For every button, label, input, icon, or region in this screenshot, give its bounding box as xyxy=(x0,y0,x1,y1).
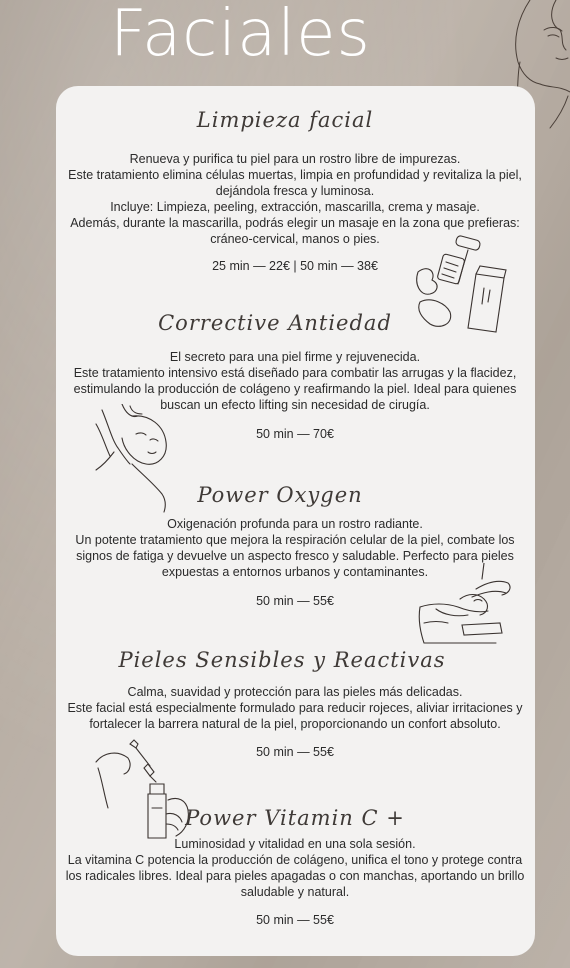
description-line: La vitamina C potencia la producción de colágeno, unifica el tono y protege contra los radicales libres. Ideal para pieles apagadas o con manchas, aportando un brillo saludable y natural. xyxy=(65,853,525,899)
section-price-pieles-sensibles: 50 min — 55€ xyxy=(256,745,334,759)
description-line: Además, durante la mascarilla, podrás elegir un masaje en la zona que prefieras: cráneo-cervical, manos o pies. xyxy=(70,216,520,246)
section-title-limpieza: Limpieza facial xyxy=(196,108,374,132)
facial-treatment-icon xyxy=(416,563,516,649)
section-price-limpieza: 25 min — 22€ | 50 min — 38€ xyxy=(212,259,378,273)
section-title-pieles-sensibles: Pieles Sensibles y Reactivas xyxy=(118,648,446,672)
description-line: Un potente tratamiento que mejora la respiración celular de la piel, combate los signos de fatiga y devuelve un aspecto fresco y saludable. Perfecto para pieles expuestas a entornos urbanos y contaminantes. xyxy=(75,533,515,579)
section-description-vitamin-c xyxy=(60,836,530,900)
description-line: Este facial está especialmente formulado para reducir rojeces, aliviar irritaciones y fortalecer la barrera natural de la piel, proporcionando un confort absoluto. xyxy=(67,701,523,731)
section-title-corrective: Corrective Antiedad xyxy=(158,311,392,335)
section-price-vitamin-c: 50 min — 55€ xyxy=(256,913,334,927)
section-title-vitamin-c: Power Vitamin C + xyxy=(185,806,405,830)
description-line: El secreto para una piel firme y rejuvenecida. xyxy=(169,350,421,364)
description-line: Incluye: Limpieza, peeling, extracción, mascarilla, crema y masaje. xyxy=(110,200,480,214)
section-price-corrective: 50 min — 70€ xyxy=(256,427,334,441)
section-description-pieles-sensibles xyxy=(60,684,530,732)
description-line: Este tratamiento intensivo está diseñado para combatir las arrugas y la flacidez, estimulando la producción de colágeno y reafirmando la piel. Ideal para quienes buscan un efecto lifting sin necesidad de cirugía. xyxy=(73,366,517,412)
description-line: Luminosidad y vitalidad en una sola sesión. xyxy=(174,837,416,851)
description-line: Este tratamiento elimina células muertas, limpia en profundidad y revitaliza la piel, dejándola fresca y luminosa. xyxy=(68,168,522,198)
description-line: Renueva y purifica tu piel para un rostro libre de impurezas. xyxy=(129,152,461,166)
page-title: Faciales xyxy=(110,0,371,71)
section-title-power-oxygen: Power Oxygen xyxy=(197,483,363,507)
section-price-power-oxygen: 50 min — 55€ xyxy=(256,594,334,608)
description-line: Oxigenación profunda para un rostro radiante. xyxy=(167,517,423,531)
description-line: Calma, suavidad y protección para las pieles más delicadas. xyxy=(127,685,463,699)
